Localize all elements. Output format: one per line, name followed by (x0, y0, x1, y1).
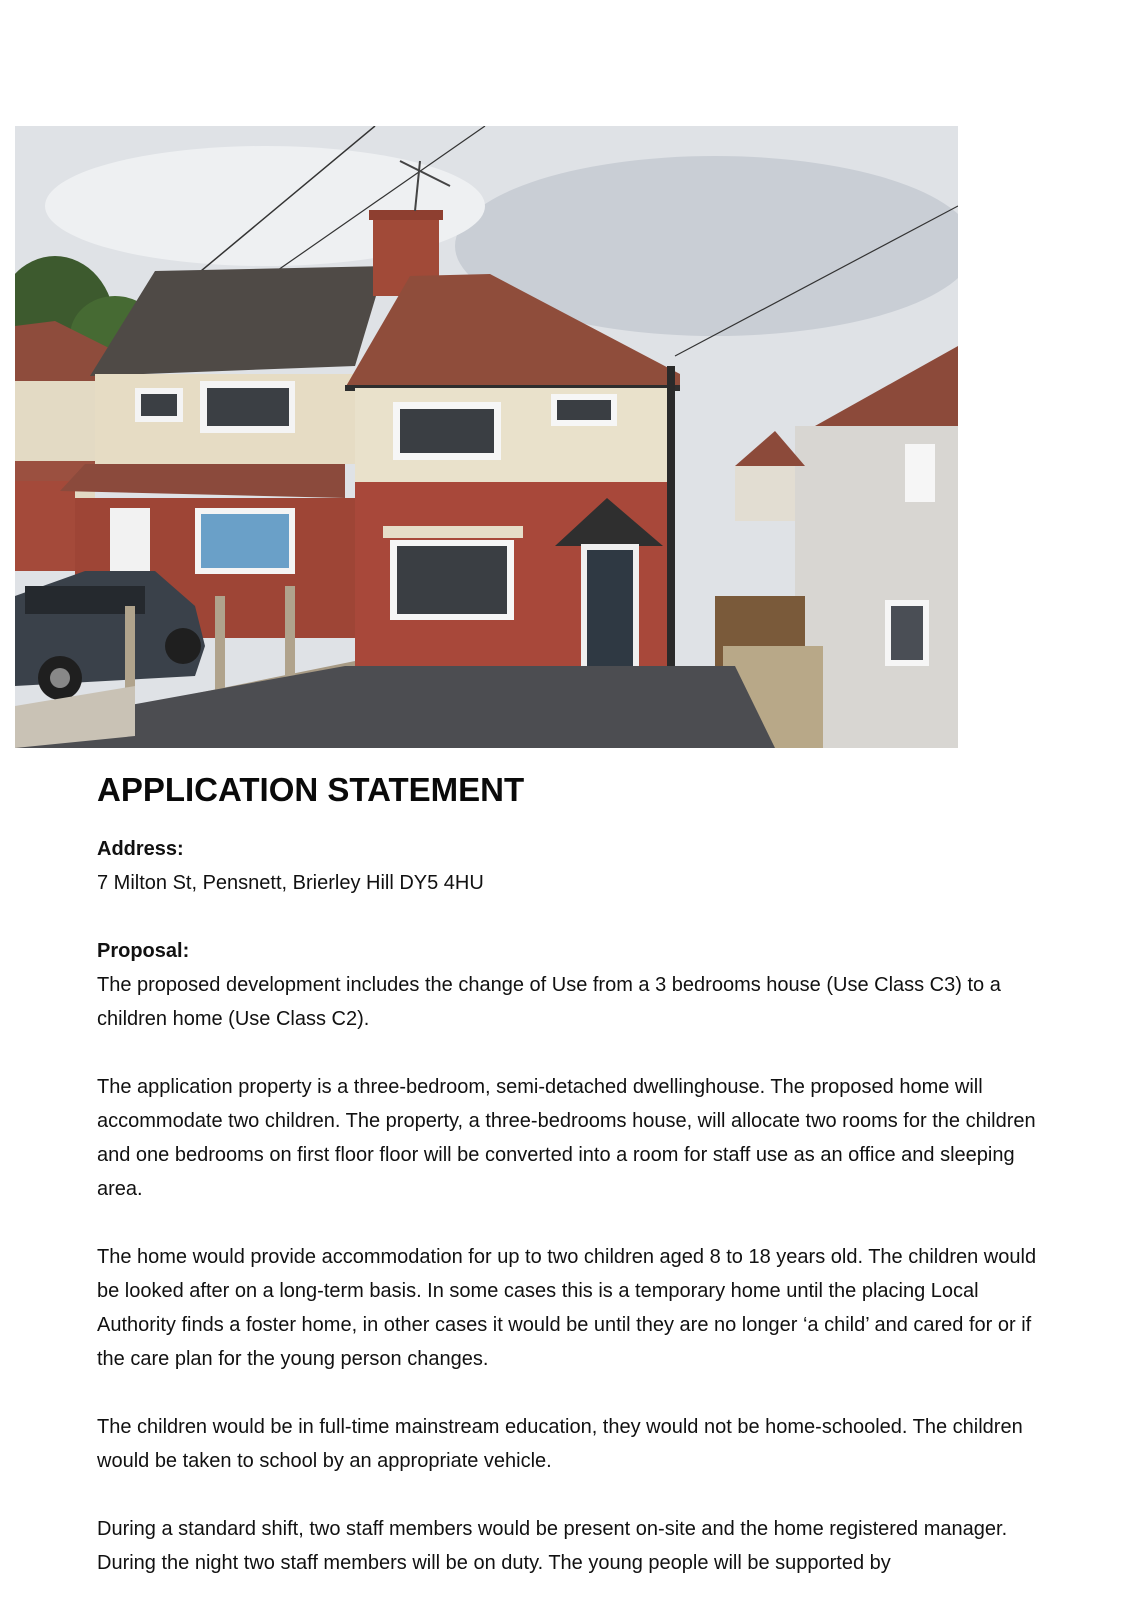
spacer (97, 1478, 1057, 1512)
paragraph: During a standard shift, two staff members would be present on-site and the home registered manager. During the night two staff members will be on duty. The young people will be supported by (97, 1518, 1008, 1574)
spacer (97, 1036, 1057, 1070)
proposal-label: Proposal: (97, 940, 190, 962)
page-title: APPLICATION STATEMENT (97, 771, 525, 808)
statement-body (97, 768, 1057, 1580)
spacer (97, 1376, 1057, 1410)
spacer (97, 900, 1057, 934)
paragraph: The children would be in full-time mainstream education, they would not be home-schooled. The children would be taken to school by an appropriate vehicle. (97, 1416, 1023, 1472)
spacer (97, 1206, 1057, 1240)
address-value: 7 Milton St, Pensnett, Brierley Hill DY5 4HU (97, 872, 484, 894)
paragraph: The application property is a three-bedroom, semi-detached dwellinghouse. The proposed home will accommodate two children. The property, a three-bedrooms house, will allocate two rooms for the children and one bedrooms on first floor floor will be converted into a room for staff use as an office and sleeping area. (97, 1076, 1036, 1200)
address-label: Address: (97, 838, 184, 860)
paragraph: The proposed development includes the change of Use from a 3 bedrooms house (Use Class C3) to a children home (Use Class C2). (97, 974, 1001, 1030)
paragraph: The home would provide accommodation for up to two children aged 8 to 18 years old. The children would be looked after on a long-term basis. In some cases this is a temporary home until the placing Local Authority finds a foster home, in other cases it would be until they are no longer ‘a child’ and cared for or if the care plan for the young person changes. (97, 1246, 1037, 1370)
house-photo (15, 126, 958, 748)
